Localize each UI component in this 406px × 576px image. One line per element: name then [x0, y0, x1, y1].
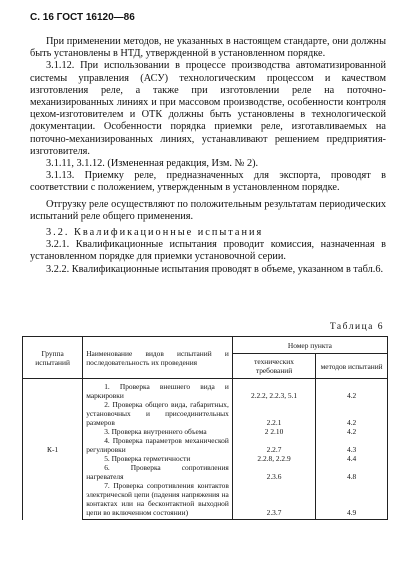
method-ref: 4.3 [316, 436, 388, 454]
tech-ref: 2 2.10 [232, 427, 315, 436]
header-methods: методов испытаний [316, 354, 388, 379]
paragraph-intro: При применении методов, не указанных в настоящем стандарте, они должны быть установлены в НТД, утвержденной в установленном порядке. [30, 36, 386, 60]
tech-ref: 2.2.1 [232, 400, 315, 427]
paragraph-3-1-13: 3.1.13. Приемку реле, предназначенных для экспорта, проводят в соответствии с положением, утвержденным в установленном порядке. [30, 170, 386, 194]
test-name: 3. Проверка внутреннего объема [83, 427, 233, 436]
test-name: 6. Проверка сопротивления нагревателя [83, 463, 233, 481]
method-ref: 4.4 [316, 454, 388, 463]
test-name: 4. Проверка параметров механической регулировки [83, 436, 233, 454]
test-name: 1. Проверка внешнего вида и маркировки [83, 379, 233, 401]
method-ref: 4.9 [316, 481, 388, 520]
page-header: С. 16 ГОСТ 16120—86 [30, 12, 135, 23]
method-ref: 4.2 [316, 427, 388, 436]
test-name: 2. Проверка общего вида, габаритных, установочных и присоединительных размеров [83, 400, 233, 427]
method-ref: 4.8 [316, 463, 388, 481]
section-title-3-2: 3.2. Квалификационные испытания [46, 227, 264, 239]
body-text [30, 36, 386, 276]
method-ref: 4.2 [316, 379, 388, 401]
paragraph-shipment: Отгрузку реле осуществляют по положительным результатам периодических испытаний реле общего применения. [30, 198, 386, 222]
header-group: Группа испытаний [23, 337, 83, 379]
table-row [23, 379, 388, 401]
method-ref: 4.2 [316, 400, 388, 427]
tech-ref: 2.2.2, 2.2.3, 5.1 [232, 379, 315, 401]
tech-ref: 2.3.6 [232, 463, 315, 481]
group-cell: К-1 [23, 379, 83, 520]
amendment-text: 3.1.11, 3.1.12. (Измененная редакция, Изм. № 2). [46, 158, 259, 170]
paragraph-3-1-12: 3.1.12. При использовании в процессе производства автоматизированной системы управления (АСУ) технологическим процессом и качеством изготовления реле, а также при изготовлении реле на поточно-механизированных линиях и при массовом производстве, особенности контроля цехом-изготовителем и ОТК должны быть установлены в технологической документации. Особенности порядка приемки реле, изготавливаемых на поточно-механизированных линиях, устанавливают решением предприятия-изготовителя. [30, 60, 386, 157]
header-name: Наименование видов испытаний и последовательность их проведения [83, 337, 233, 379]
header-number: Номер пункта [232, 337, 387, 354]
test-name: 7. Проверка сопротивления контактов электрической цепи (падения напряжения на контактах или на бесконтактной выходной цепи во включенном состоянии) [83, 481, 233, 520]
paragraph-amendment [30, 158, 386, 170]
paragraph-3-2-2: 3.2.2. Квалификационные испытания проводят в объеме, указанном в табл.6. [46, 263, 384, 275]
tests-table [22, 336, 388, 520]
tech-ref: 2.2.7 [232, 436, 315, 454]
tech-ref: 2.3.7 [232, 481, 315, 520]
paragraph-3-2-1: 3.2.1. Квалификационные испытания проводит комиссия, назначенная в установленном порядке для приемки установочной серии. [30, 239, 386, 263]
test-name: 5. Проверка герметичности [83, 454, 233, 463]
tech-ref: 2.2.8, 2.2.9 [232, 454, 315, 463]
header-tech: технических требований [232, 354, 315, 379]
table-caption: Таблица 6 [329, 322, 384, 332]
